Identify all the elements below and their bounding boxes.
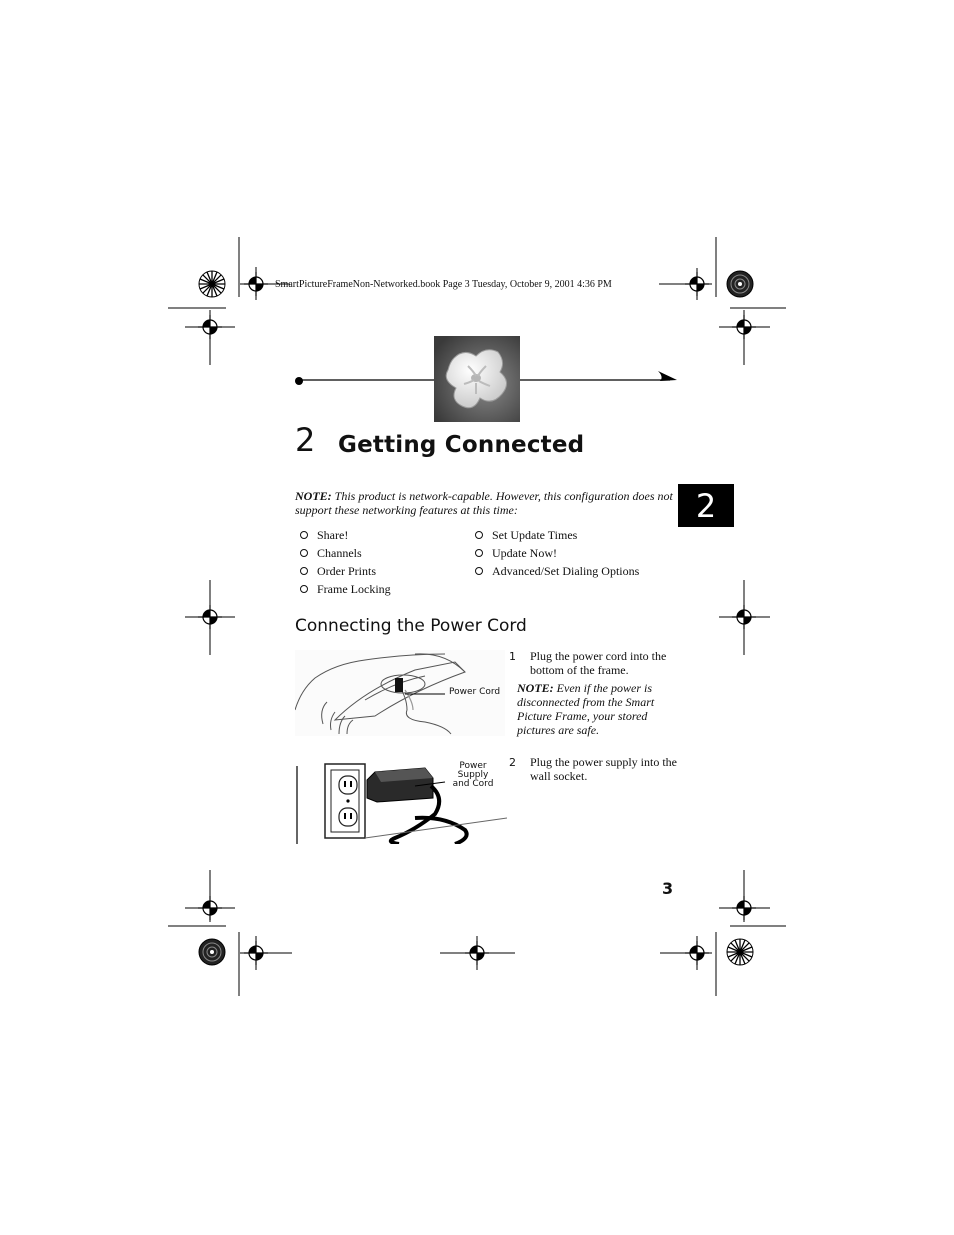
feature-list-right — [473, 526, 639, 580]
list-item: Order Prints — [298, 562, 391, 580]
step-number: 2 — [509, 756, 516, 769]
circle-bullet-icon — [300, 549, 308, 557]
circle-bullet-icon — [475, 531, 483, 539]
chapter-number: 2 — [295, 421, 316, 459]
list-item: Channels — [298, 544, 391, 562]
circle-bullet-icon — [300, 585, 308, 593]
note-text: This product is network-capable. However, this configuration does not support these networking features at this time: — [295, 489, 673, 517]
running-header: SmartPictureFrameNon-Networked.book Page 3 Tuesday, October 9, 2001 4:36 PM — [275, 279, 612, 290]
section-title: Connecting the Power Cord — [295, 616, 527, 636]
list-item: Advanced/Set Dialing Options — [473, 562, 639, 580]
circle-bullet-icon — [300, 531, 308, 539]
list-item: Update Now! — [473, 544, 639, 562]
note-label: NOTE: — [295, 489, 332, 503]
circle-bullet-icon — [475, 549, 483, 557]
note-paragraph — [295, 489, 673, 517]
list-item: Frame Locking — [298, 580, 391, 598]
circle-bullet-icon — [475, 567, 483, 575]
step-note-text: Even if the power is disconnected from the Smart Picture Frame, your stored pictures are safe. — [517, 681, 655, 737]
page-number: 3 — [662, 879, 674, 898]
list-item: Set Update Times — [473, 526, 639, 544]
feature-list-left — [298, 526, 391, 598]
figure-label-line: Power Supply — [457, 761, 489, 780]
figure-label-power-supply — [444, 762, 502, 789]
step-number: 1 — [509, 650, 516, 663]
figure-label-power-cord: Power Cord — [449, 687, 501, 697]
chapter-tab: 2 — [678, 484, 734, 527]
step-note-label: NOTE: — [517, 681, 554, 695]
step-text: Plug the power cord into the bottom of the frame. — [530, 649, 667, 677]
step-text: Plug the power supply into the wall socket. — [530, 755, 677, 783]
chapter-title: Getting Connected — [338, 432, 585, 458]
sand-dollar-photo — [434, 336, 520, 422]
list-item: Share! — [298, 526, 391, 544]
circle-bullet-icon — [300, 567, 308, 575]
step-note — [517, 681, 675, 737]
figure-label-line: and Cord — [452, 779, 494, 789]
